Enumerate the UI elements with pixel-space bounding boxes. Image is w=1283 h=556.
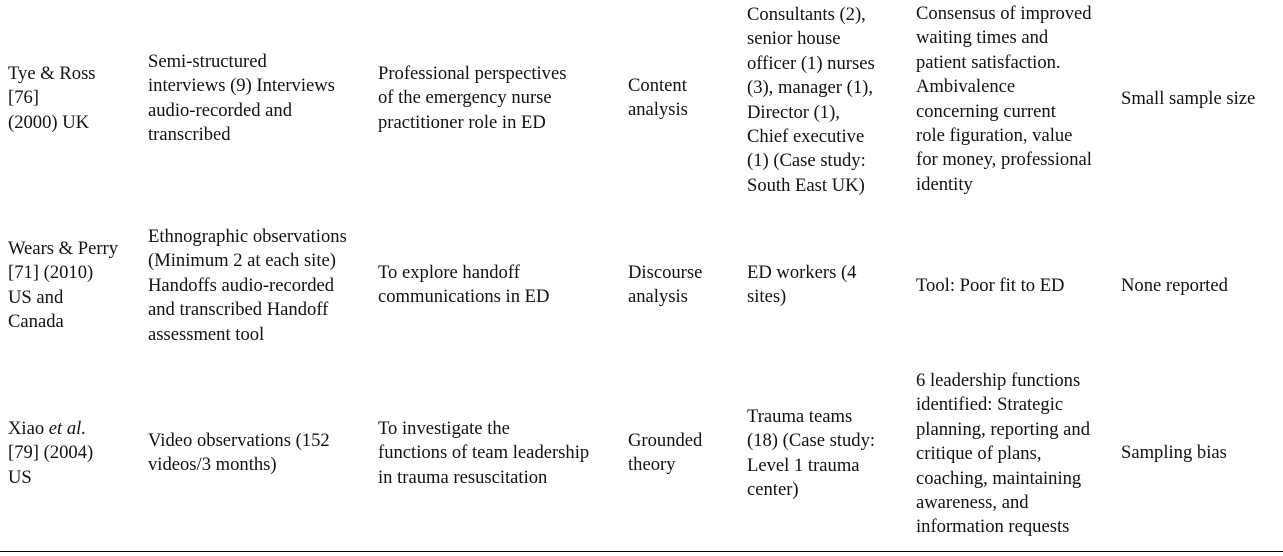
study-rest: [79] (2004) US: [8, 442, 94, 488]
findings-cell: Tool: Poor fit to ED: [916, 275, 1065, 296]
study-cell: Wears & Perry [71] (2010) US and Canada: [8, 238, 119, 333]
limitations-cell: Sampling bias: [1121, 442, 1227, 463]
analysis-cell: Content analysis: [628, 75, 688, 121]
methods-cell: Video observations (152 videos/3 months): [148, 430, 330, 476]
table-row: [0, 0, 1283, 200]
limitations-cell: None reported: [1121, 275, 1228, 296]
limitations-cell: Small sample size: [1121, 88, 1256, 109]
study-cell: Tye & Ross [76] (2000) UK: [8, 63, 96, 133]
participants-cell: ED workers (4 sites): [747, 262, 857, 308]
aim-cell: To explore handoff communications in ED: [378, 262, 550, 308]
methods-cell: Ethnographic observations (Minimum 2 at each site) Handoffs audio-recorded and transcribed Handoff assessment tool: [148, 226, 347, 345]
findings-cell: Consensus of improved waiting times and patient satisfaction. Ambivalence concerning current role figuration, value for money, professional identity: [916, 3, 1092, 195]
methods-cell: Semi-structured interviews (9) Interviews audio-recorded and transcribed: [148, 51, 335, 146]
analysis-cell: Discourse analysis: [628, 262, 703, 308]
aim-cell: To investigate the functions of team leadership in trauma resuscitation: [378, 418, 590, 488]
table-bottom-rule: [0, 551, 1283, 552]
findings-cell: 6 leadership functions identified: Strategic planning, reporting and critique of plans, coaching, maintaining awareness, and information requests: [916, 370, 1091, 538]
study-author: Xiao: [8, 418, 49, 439]
analysis-cell: Grounded theory: [628, 430, 703, 476]
aim-cell: Professional perspectives of the emergency nurse practitioner role in ED: [378, 63, 567, 133]
participants-cell: Trauma teams (18) (Case study: Level 1 trauma center): [747, 406, 876, 501]
participants-cell: Consultants (2), senior house officer (1) nurses (3), manager (1), Director (1), Chief executive (1) (Case study: South East UK): [747, 4, 875, 196]
table-row: [0, 225, 1283, 350]
study-cell: [8, 417, 146, 490]
table-row: [0, 367, 1283, 542]
study-etal: et al.: [48, 418, 86, 439]
